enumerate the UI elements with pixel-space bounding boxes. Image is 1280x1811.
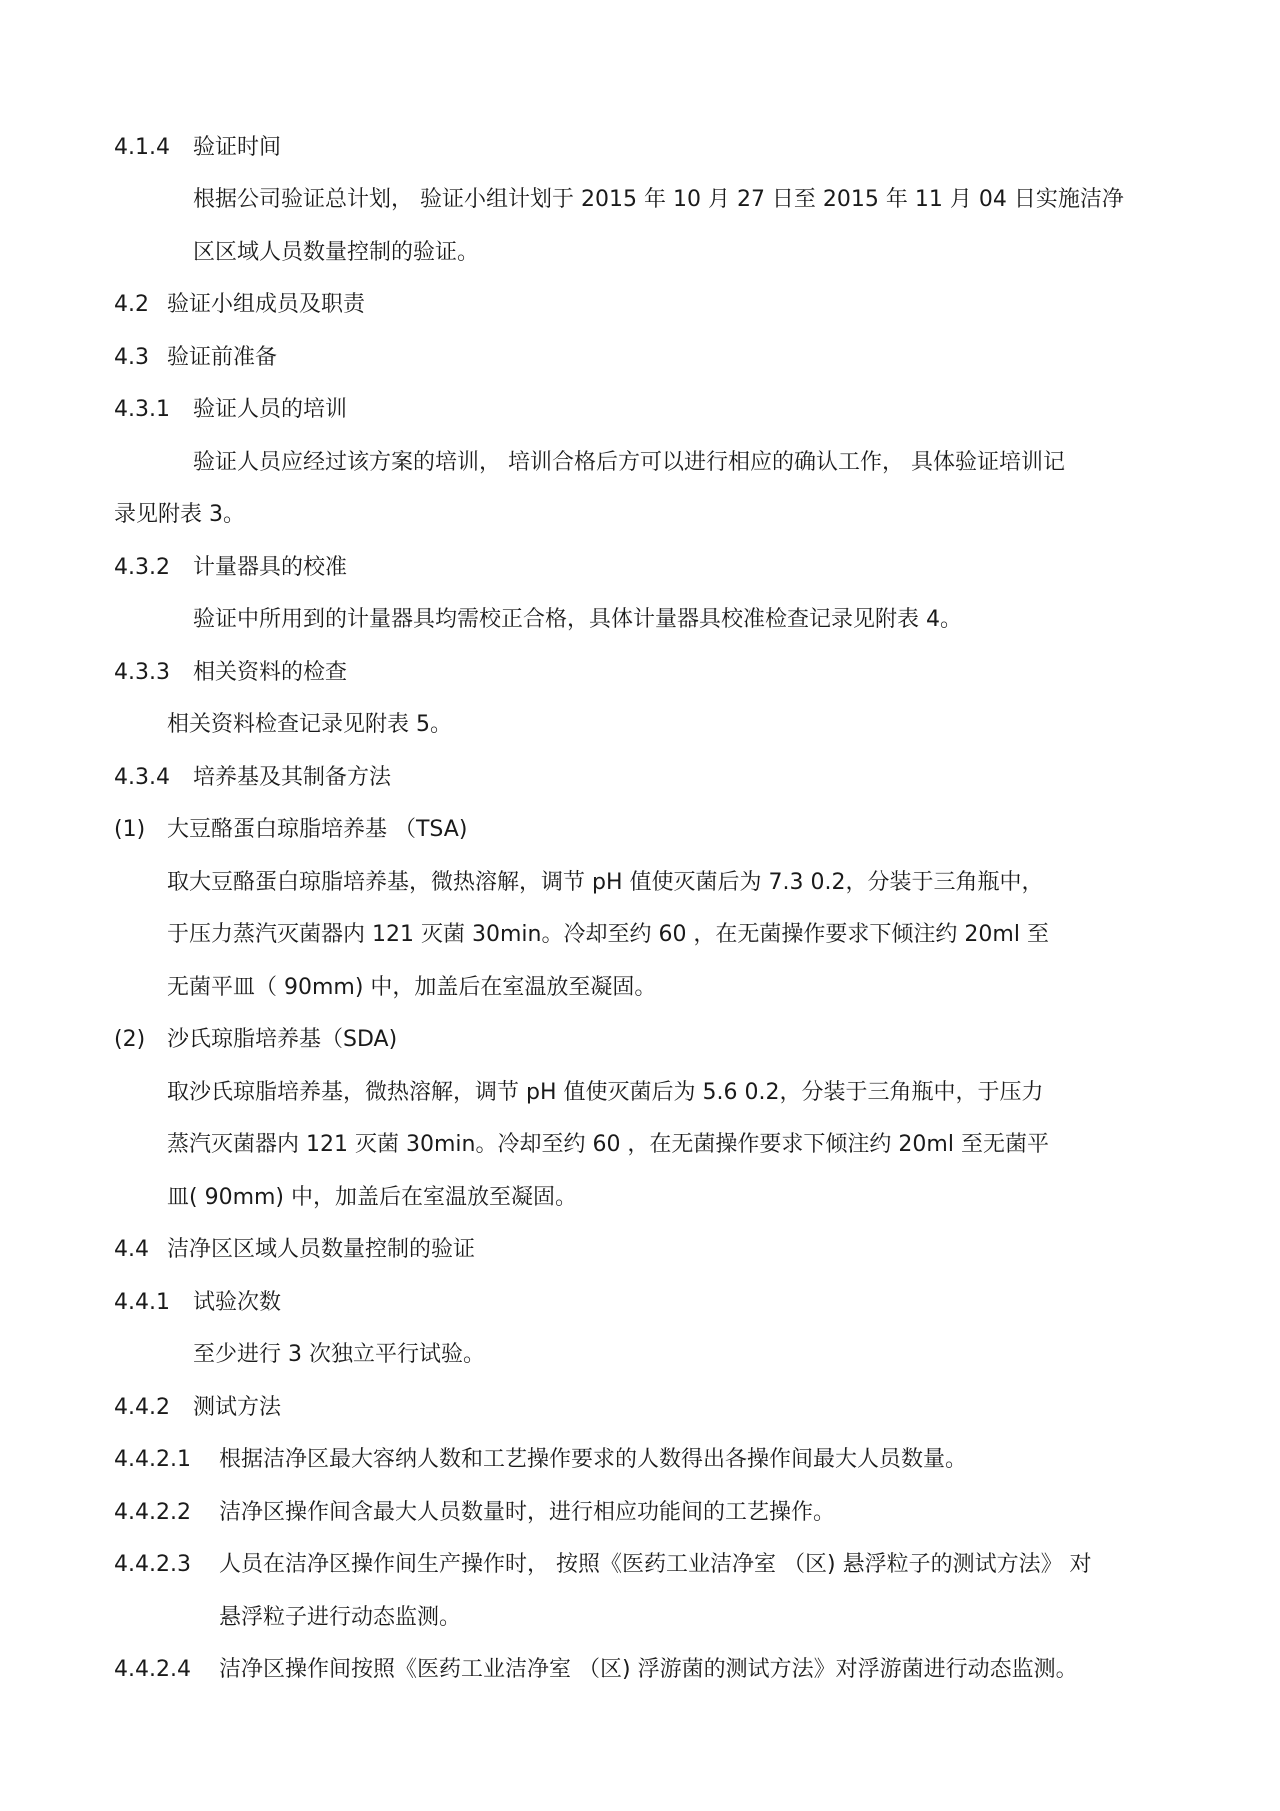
paragraph-line: 区区域人员数量控制的验证。	[193, 240, 480, 265]
section-number: 4.4.1	[114, 1290, 170, 1315]
paragraph-line: 人员在洁净区操作间生产操作时， 按照《医药工业洁净室 （区) 悬浮粒子的测试方法》 对	[219, 1552, 1092, 1577]
section-number: 4.3.2	[114, 555, 170, 580]
item-heading: 沙氏琼脂培养基（SDA)	[167, 1027, 398, 1052]
section-number: 4.3.1	[114, 397, 170, 422]
paragraph-line: 相关资料检查记录见附表 5。	[167, 712, 452, 737]
section-number: 4.2	[114, 292, 149, 317]
paragraph-line: 验证人员应经过该方案的培训， 培训合格后方可以进行相应的确认工作， 具体验证培训记	[193, 450, 1065, 475]
section-heading: 试验次数	[193, 1290, 282, 1315]
paragraph-line: 悬浮粒子进行动态监测。	[219, 1605, 462, 1630]
section-heading: 验证小组成员及职责	[167, 292, 366, 317]
section-number: 4.3	[114, 345, 149, 370]
paragraph-line: 录见附表 3。	[114, 502, 245, 527]
section-number: 4.4	[114, 1237, 149, 1262]
item-number: (1)	[114, 817, 146, 842]
section-heading: 测试方法	[193, 1395, 282, 1420]
paragraph-line: 取沙氏琼脂培养基，微热溶解，调节 pH 值使灭菌后为 5.6 0.2，分装于三角瓶中，于压力	[167, 1080, 1044, 1105]
section-number: 4.4.2.3	[114, 1552, 191, 1577]
section-number: 4.4.2	[114, 1395, 170, 1420]
section-heading: 培养基及其制备方法	[193, 765, 392, 790]
section-heading: 验证人员的培训	[193, 397, 348, 422]
paragraph-line: 于压力蒸汽灭菌器内 121 灭菌 30min。冷却至约 60 ，在无菌操作要求下倾注约 20ml 至	[167, 922, 1049, 947]
section-number: 4.4.2.4	[114, 1657, 191, 1682]
section-number: 4.1.4	[114, 135, 170, 160]
section-heading: 计量器具的校准	[193, 555, 348, 580]
section-heading: 验证时间	[193, 135, 282, 160]
paragraph-line: 根据公司验证总计划， 验证小组计划于 2015 年 10 月 27 日至 2015 年 11 月 04 日实施洁净	[193, 187, 1124, 212]
item-heading: 大豆酪蛋白琼脂培养基 （TSA)	[167, 817, 468, 842]
section-number: 4.4.2.2	[114, 1500, 191, 1525]
paragraph-line: 根据洁净区最大容纳人数和工艺操作要求的人数得出各操作间最大人员数量。	[219, 1447, 968, 1472]
paragraph-line: 洁净区操作间按照《医药工业洁净室 （区) 浮游菌的测试方法》对浮游菌进行动态监测。	[219, 1657, 1078, 1682]
section-heading: 相关资料的检查	[193, 660, 348, 685]
paragraph-line: 无菌平皿（ 90mm) 中，加盖后在室温放至凝固。	[167, 975, 657, 1000]
section-number: 4.3.3	[114, 660, 170, 685]
paragraph-line: 取大豆酪蛋白琼脂培养基，微热溶解，调节 pH 值使灭菌后为 7.3 0.2，分装于三角瓶中，	[167, 870, 1044, 895]
paragraph-line: 验证中所用到的计量器具均需校正合格，具体计量器具校准检查记录见附表 4。	[193, 607, 962, 632]
paragraph-line: 至少进行 3 次独立平行试验。	[193, 1342, 485, 1367]
section-number: 4.4.2.1	[114, 1447, 191, 1472]
section-heading: 洁净区区域人员数量控制的验证	[167, 1237, 476, 1262]
paragraph-line: 蒸汽灭菌器内 121 灭菌 30min。冷却至约 60 ，在无菌操作要求下倾注约 20ml 至无菌平	[167, 1132, 1049, 1157]
section-heading: 验证前准备	[167, 345, 278, 370]
item-number: (2)	[114, 1027, 146, 1052]
paragraph-line: 洁净区操作间含最大人员数量时，进行相应功能间的工艺操作。	[219, 1500, 836, 1525]
section-number: 4.3.4	[114, 765, 170, 790]
paragraph-line: 皿( 90mm) 中，加盖后在室温放至凝固。	[167, 1185, 578, 1210]
